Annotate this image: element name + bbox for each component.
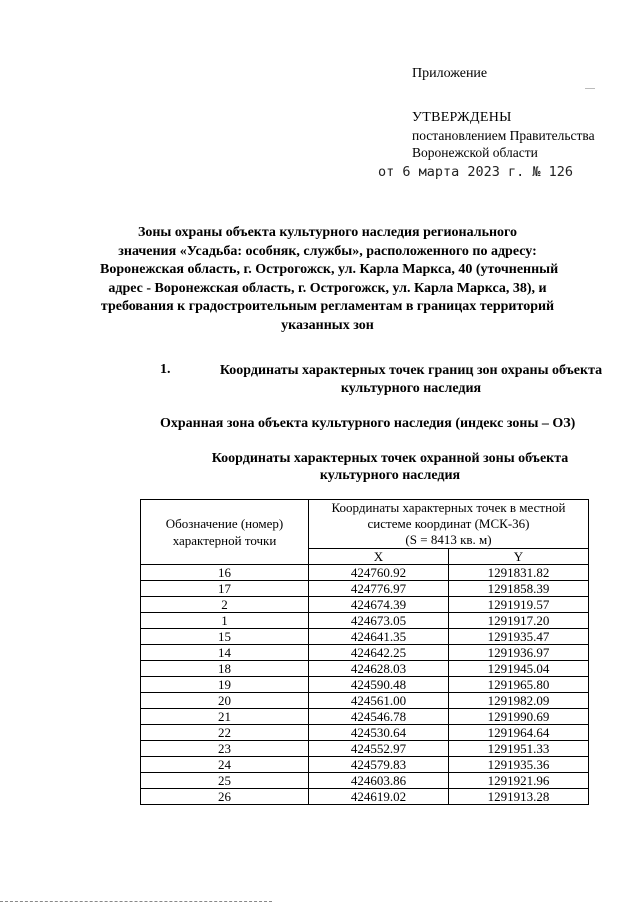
header-line: Обозначение (номер) (165, 516, 284, 531)
header-line: системе координат (МСК-36) (367, 516, 530, 531)
title-line: адрес - Воронежская область, г. Острогожск, ул. Карла Маркса, 38), и (108, 280, 547, 296)
table-row (141, 693, 589, 709)
y-coordinate-cell: 1291935.36 (449, 757, 589, 773)
y-coordinate-cell: 1291964.64 (449, 725, 589, 741)
x-coordinate-cell: 424561.00 (309, 693, 449, 709)
title-line: указанных зон (281, 317, 374, 333)
x-coordinate-cell: 424642.25 (309, 645, 449, 661)
x-coordinate-cell: 424590.48 (309, 677, 449, 693)
y-coordinate-cell: 1291831.82 (449, 565, 589, 581)
y-coordinate-cell: 1291935.47 (449, 629, 589, 645)
y-coordinate-cell: 1291982.09 (449, 693, 589, 709)
point-number-cell: 23 (141, 741, 309, 757)
title-line: значения «Усадьба: особняк, службы», расположенного по адресу: (118, 243, 537, 259)
x-coordinate-cell: 424776.97 (309, 581, 449, 597)
point-number-cell: 18 (141, 661, 309, 677)
title-line: Зоны охраны объекта культурного наследия регионального (137, 225, 518, 240)
section-heading-line: культурного наследия (340, 381, 482, 396)
y-coordinate-cell: 1291917.20 (449, 613, 589, 629)
point-number-cell: 15 (141, 629, 309, 645)
table-row (141, 629, 589, 645)
point-number-cell: 22 (141, 725, 309, 741)
x-coordinate-cell: 424674.39 (309, 597, 449, 613)
point-number-cell: 17 (141, 581, 309, 597)
header-line: Координаты характерных точек в местной (331, 500, 566, 515)
table-row (141, 613, 589, 629)
table-row (141, 773, 589, 789)
coordinates-table (140, 499, 589, 805)
table-title-line: Координаты характерных точек охранной зоны объекта (211, 451, 569, 466)
y-header: Y (449, 549, 589, 565)
y-coordinate-cell: 1291945.04 (449, 661, 589, 677)
point-number-cell: 14 (141, 645, 309, 661)
table-row (141, 757, 589, 773)
x-coordinate-cell: 424673.05 (309, 613, 449, 629)
y-coordinate-cell: 1291951.33 (449, 741, 589, 757)
y-coordinate-cell: 1291990.69 (449, 709, 589, 725)
table-row (141, 565, 589, 581)
x-coordinate-cell: 424628.03 (309, 661, 449, 677)
section-number: 1. (160, 362, 171, 377)
table-title (160, 450, 620, 484)
y-coordinate-cell: 1291913.28 (449, 789, 589, 805)
point-number-header (141, 500, 309, 565)
point-number-cell: 25 (141, 773, 309, 789)
x-coordinate-cell: 424641.35 (309, 629, 449, 645)
title-line: Воронежская область, г. Острогожск, ул. Карла Маркса, 40 (уточненный (100, 262, 559, 277)
approval-line-2: Воронежской области (412, 145, 538, 160)
x-coordinate-cell: 424619.02 (309, 789, 449, 805)
title-line: требования к градостроительным регламентам в границах территорий (100, 299, 555, 314)
corner-mark (585, 88, 595, 89)
point-number-cell: 26 (141, 789, 309, 805)
bottom-divider (0, 901, 272, 903)
approval-date: от 6 марта 2023 г. № 126 (378, 164, 574, 180)
approval-line-1: постановлением Правительства (412, 128, 595, 143)
section-heading-line: Координаты характерных точек границ зон охраны объекта (219, 363, 603, 378)
table-row (141, 725, 589, 741)
x-header: X (309, 549, 449, 565)
table-row (141, 645, 589, 661)
point-number-cell: 20 (141, 693, 309, 709)
x-coordinate-cell: 424760.92 (309, 565, 449, 581)
x-coordinate-cell: 424552.97 (309, 741, 449, 757)
y-coordinate-cell: 1291858.39 (449, 581, 589, 597)
y-coordinate-cell: 1291936.97 (449, 645, 589, 661)
section-heading (205, 362, 617, 398)
appendix-label: Приложение (412, 66, 488, 81)
header-line: (S = 8413 кв. м) (405, 532, 492, 547)
coordinates-header (309, 500, 589, 549)
table-row (141, 789, 589, 805)
point-number-cell: 19 (141, 677, 309, 693)
y-coordinate-cell: 1291921.96 (449, 773, 589, 789)
point-number-cell: 1 (141, 613, 309, 629)
document-title (100, 224, 559, 335)
point-number-cell: 2 (141, 597, 309, 613)
table-row (141, 709, 589, 725)
x-coordinate-cell: 424546.78 (309, 709, 449, 725)
zone-heading: Охранная зона объекта культурного наследия (индекс зоны – ОЗ) (160, 416, 576, 431)
approved-label: УТВЕРЖДЕНЫ (412, 110, 512, 125)
header-line: характерной точки (172, 533, 277, 548)
y-coordinate-cell: 1291919.57 (449, 597, 589, 613)
point-number-cell: 16 (141, 565, 309, 581)
table-body (141, 565, 589, 805)
x-coordinate-cell: 424603.86 (309, 773, 449, 789)
x-coordinate-cell: 424579.83 (309, 757, 449, 773)
table-row (141, 677, 589, 693)
point-number-cell: 21 (141, 709, 309, 725)
point-number-cell: 24 (141, 757, 309, 773)
table-row (141, 581, 589, 597)
table-row (141, 741, 589, 757)
table-title-line: культурного наследия (319, 468, 461, 483)
table-row (141, 661, 589, 677)
y-coordinate-cell: 1291965.80 (449, 677, 589, 693)
x-coordinate-cell: 424530.64 (309, 725, 449, 741)
table-row (141, 597, 589, 613)
